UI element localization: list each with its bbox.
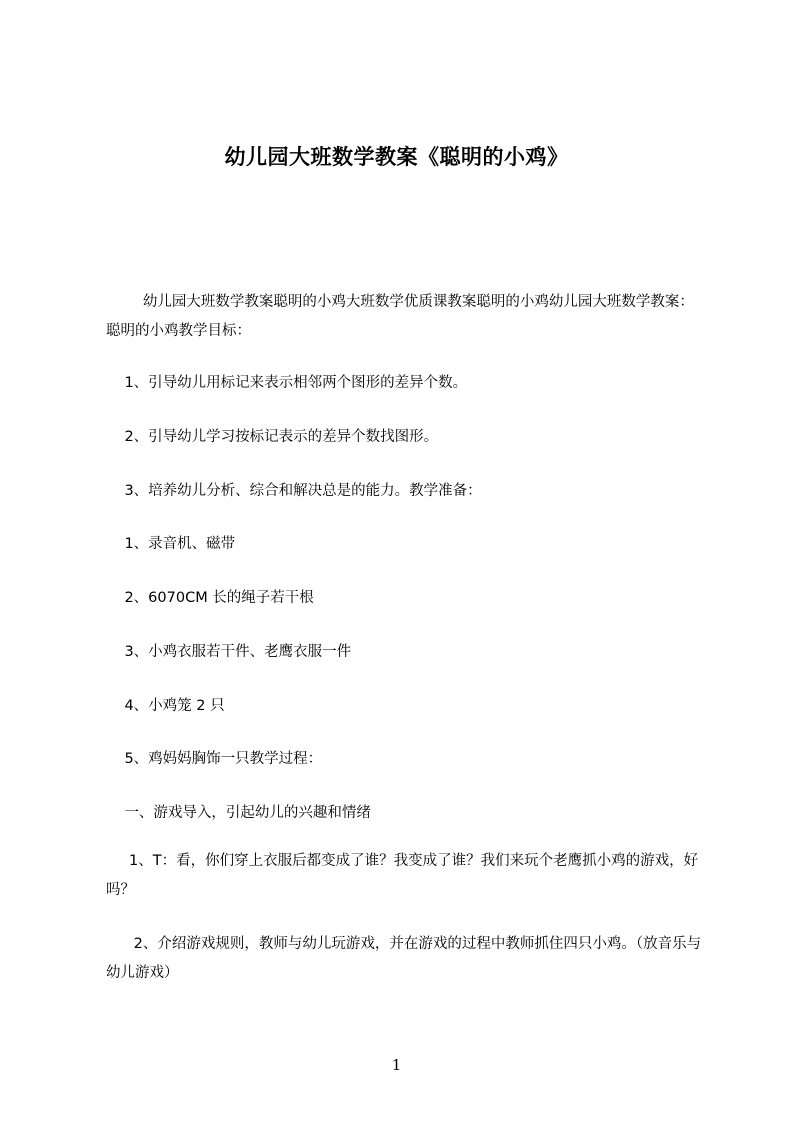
document-title: 幼儿园大班数学教案《聪明的小鸡》 — [224, 145, 569, 169]
goal-item-1: 1、引导幼儿用标记来表示相邻两个图形的差异个数。 — [106, 375, 468, 391]
goal-item-3: 3、培养幼儿分析、综合和解决总是的能力。教学准备： — [106, 483, 482, 499]
prep-item-3: 3、小鸡衣服若干件、老鹰衣服一件 — [106, 644, 352, 660]
goal-item-2: 2、引导幼儿学习按标记表示的差异个数找图形。 — [106, 429, 439, 445]
prep-item-1: 1、录音机、磁带 — [106, 536, 236, 552]
prep-item-5: 5、鸡妈妈胸饰一只教学过程： — [106, 751, 323, 767]
page-number: 1 — [391, 1056, 402, 1074]
prep-item-4: 4、小鸡笼 2 只 — [106, 698, 225, 714]
process-step-1: 1、T：看，你们穿上衣服后都变成了谁？我变成了谁？我们来玩个老鹰抓小鸡的游戏，好吗？ — [106, 853, 699, 898]
process-step-2: 2、介绍游戏规则，教师与幼儿玩游戏，并在游戏的过程中教师抓住四只小鸡。（放音乐与幼儿游戏） — [106, 936, 702, 981]
intro-paragraph: 幼儿园大班数学教案聪明的小鸡大班数学优质课教案聪明的小鸡幼儿园大班数学教案：聪明的小鸡教学目标： — [106, 294, 694, 339]
prep-item-2: 2、6070CM 长的绳子若干根 — [106, 590, 314, 606]
section-heading-1: 一、游戏导入，引起幼儿的兴趣和情绪 — [106, 805, 371, 821]
